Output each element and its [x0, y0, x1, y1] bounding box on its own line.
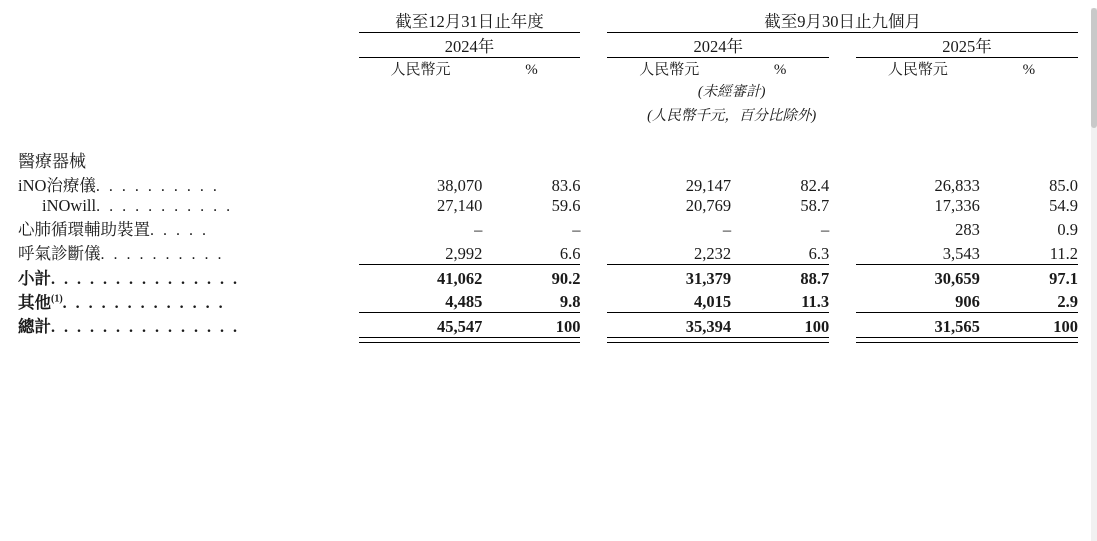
table-row-other — [18, 289, 1078, 313]
cell-9m2024-amount: 20,769 — [685, 196, 732, 215]
row-label-text: 心肺循環輔助裝置 — [18, 220, 150, 239]
header-year-9m-2025: 2025年 — [856, 33, 1078, 58]
header-currency-row — [18, 101, 1078, 125]
header-year-row — [18, 33, 1078, 58]
cell-gap — [829, 216, 856, 240]
cell-9m2024-amount: 4,015 — [694, 292, 732, 311]
header-unit-fy2024: 人民幣元 — [390, 62, 451, 78]
header-group-fiscal-year: 截至12月31日止年度 — [359, 8, 581, 33]
cell-gap — [580, 265, 607, 289]
cell-fy2024-pct: 90.2 — [551, 268, 581, 288]
cell-fy2024-amount: 2,992 — [445, 243, 483, 263]
header-blank-9 — [18, 101, 359, 125]
header-gap-3 — [829, 33, 856, 58]
header-gap-5 — [829, 58, 856, 80]
row-label — [18, 265, 359, 289]
header-year-fy2024: 2024年 — [359, 33, 581, 58]
cell-gap — [829, 240, 856, 264]
cell-fy2024-pct: 83.6 — [551, 176, 581, 195]
table-row — [18, 240, 1078, 264]
header-blank-7 — [856, 79, 980, 101]
cell-9m2024-pct: 100 — [804, 316, 830, 336]
cell-9m2024-pct: 11.3 — [801, 292, 830, 311]
row-label-text: iNOwill — [42, 196, 97, 215]
header-gap-7 — [580, 101, 607, 125]
cell-fy2024-pct: 6.6 — [559, 243, 581, 263]
cell-9m2025-pct: 11.2 — [1049, 243, 1078, 263]
leader-dots: . . . . . . . . . . . . . — [62, 294, 226, 312]
header-gap — [580, 8, 607, 33]
row-label-text: 小計 — [18, 268, 51, 288]
double-rule-label-cell — [18, 337, 359, 342]
header-blank-10 — [359, 101, 483, 125]
document-page — [0, 8, 1097, 541]
header-blank-6 — [482, 79, 580, 101]
cell-gap — [829, 313, 856, 337]
header-gap-4 — [580, 58, 607, 80]
cell-9m2024-pct: 6.3 — [808, 243, 830, 263]
cell-gap — [580, 216, 607, 240]
double-rule-cell — [856, 337, 980, 342]
header-pct-9m-2025: % — [1022, 62, 1036, 78]
header-unit-9m-2025: 人民幣元 — [887, 62, 948, 78]
vertical-scrollbar[interactable] — [1091, 8, 1097, 541]
row-label — [18, 216, 359, 240]
cell-gap — [829, 289, 856, 313]
section-title-row — [18, 147, 1078, 172]
double-rule-gap — [580, 337, 607, 342]
cell-9m2024-amount: 35,394 — [685, 316, 732, 336]
header-unaudited-row — [18, 79, 1078, 101]
cell-fy2024-pct: – — [572, 220, 581, 239]
header-blank-2 — [18, 33, 359, 58]
double-rule-cell — [607, 337, 731, 342]
header-pct-fy2024: % — [525, 62, 538, 78]
cell-9m2025-pct: 54.9 — [1049, 196, 1078, 215]
cell-9m2025-amount: 30,659 — [934, 268, 980, 288]
header-unit-9m-2024: 人民幣元 — [639, 62, 700, 78]
header-group-nine-months: 截至9月30日止九個月 — [607, 8, 1078, 33]
header-blank-12 — [856, 101, 980, 125]
row-label — [18, 289, 359, 313]
cell-fy2024-pct: 59.6 — [551, 196, 581, 215]
cell-9m2025-pct: 100 — [1053, 316, 1078, 336]
section-title: 醫療器械 — [18, 152, 86, 171]
double-rule-cell — [359, 337, 483, 342]
header-blank-13 — [980, 101, 1078, 125]
cell-9m2025-amount: 17,336 — [934, 196, 980, 215]
row-label — [18, 172, 359, 196]
cell-9m2025-pct: 0.9 — [1057, 220, 1078, 239]
double-rule-cell — [980, 337, 1078, 342]
cell-fy2024-pct: 100 — [555, 316, 581, 336]
double-rule-cell — [731, 337, 829, 342]
cell-9m2025-amount: 3,543 — [942, 243, 980, 263]
leader-dots: . . . . . . . . . . . . . . . — [51, 270, 240, 288]
cell-9m2024-amount: 31,379 — [685, 268, 732, 288]
double-rule-row — [18, 337, 1078, 342]
header-blank-8 — [980, 79, 1078, 101]
footnote-marker: (1) — [51, 293, 63, 304]
leader-dots: . . . . . . . . . . . — [96, 198, 233, 215]
table-row — [18, 172, 1078, 196]
cell-fy2024-amount: 41,062 — [437, 268, 483, 288]
cell-gap — [580, 289, 607, 313]
row-label — [18, 240, 359, 264]
cell-gap — [829, 172, 856, 196]
header-blank — [18, 8, 359, 33]
cell-9m2025-pct: 85.0 — [1049, 176, 1078, 195]
cell-9m2025-amount: 283 — [955, 220, 980, 239]
leader-dots: . . . . . . . . . . — [95, 178, 220, 195]
cell-9m2025-amount: 31,565 — [934, 316, 980, 336]
table-body — [18, 147, 1078, 342]
cell-9m2025-pct: 97.1 — [1049, 268, 1078, 288]
header-group-row — [18, 8, 1078, 33]
header-blank-5 — [359, 79, 483, 101]
cell-fy2024-amount: 4,485 — [445, 292, 483, 311]
financial-table — [18, 8, 1078, 343]
header-unit-row — [18, 58, 1078, 80]
cell-9m2024-amount: – — [722, 220, 732, 239]
cell-gap — [829, 265, 856, 289]
row-label-text: 呼氣診斷儀 — [18, 244, 101, 263]
double-rule-cell — [482, 337, 580, 342]
header-gap-6 — [580, 79, 607, 101]
header-year-9m-2024: 2024年 — [607, 33, 829, 58]
row-label-text: 總計 — [18, 317, 51, 336]
leader-dots: . . . . . — [150, 222, 209, 239]
table-row — [18, 196, 1078, 216]
header-blank-3 — [18, 58, 359, 80]
cell-9m2024-pct: 88.7 — [800, 268, 830, 288]
header-unaudited-note: (未經審計) — [697, 84, 766, 100]
cell-9m2024-amount: 2,232 — [694, 243, 732, 263]
scrollbar-thumb[interactable] — [1091, 8, 1097, 128]
cell-fy2024-amount: 45,547 — [437, 316, 483, 336]
cell-fy2024-amount: – — [474, 220, 483, 239]
header-pct-9m-2024: % — [773, 62, 787, 78]
leader-dots: . . . . . . . . . . — [100, 246, 224, 263]
cell-gap — [829, 196, 856, 216]
cell-fy2024-amount: 38,070 — [437, 176, 483, 195]
header-currency-note: (人民幣千元，百分比除外) — [647, 108, 817, 124]
cell-fy2024-amount: 27,140 — [437, 196, 483, 215]
row-label-text: iNO治療儀 — [18, 176, 96, 195]
cell-gap — [580, 240, 607, 264]
row-label-text: 其他 — [18, 292, 51, 312]
header-spacer-row — [18, 125, 1078, 147]
cell-9m2024-pct: 82.4 — [800, 176, 830, 195]
cell-gap — [580, 172, 607, 196]
table-row-total — [18, 313, 1078, 337]
table-row-subtotal — [18, 265, 1078, 289]
header-spacer-cell — [18, 125, 1078, 147]
cell-9m2024-pct: – — [820, 220, 830, 239]
cell-9m2025-pct: 2.9 — [1057, 292, 1078, 311]
cell-9m2025-amount: 906 — [955, 292, 980, 311]
row-label — [18, 196, 359, 216]
table-header — [18, 8, 1078, 147]
table-row — [18, 216, 1078, 240]
cell-9m2024-pct: 58.7 — [800, 196, 830, 215]
cell-9m2024-amount: 29,147 — [685, 176, 732, 195]
row-label — [18, 313, 359, 337]
header-gap-2 — [580, 33, 607, 58]
cell-fy2024-pct: 9.8 — [559, 292, 581, 311]
header-blank-11 — [482, 101, 580, 125]
cell-9m2025-amount: 26,833 — [934, 176, 980, 195]
header-blank-4 — [18, 79, 359, 101]
cell-gap — [580, 196, 607, 216]
cell-gap — [580, 313, 607, 337]
double-rule-gap — [829, 337, 856, 342]
leader-dots: . . . . . . . . . . . . . . . — [51, 319, 240, 336]
